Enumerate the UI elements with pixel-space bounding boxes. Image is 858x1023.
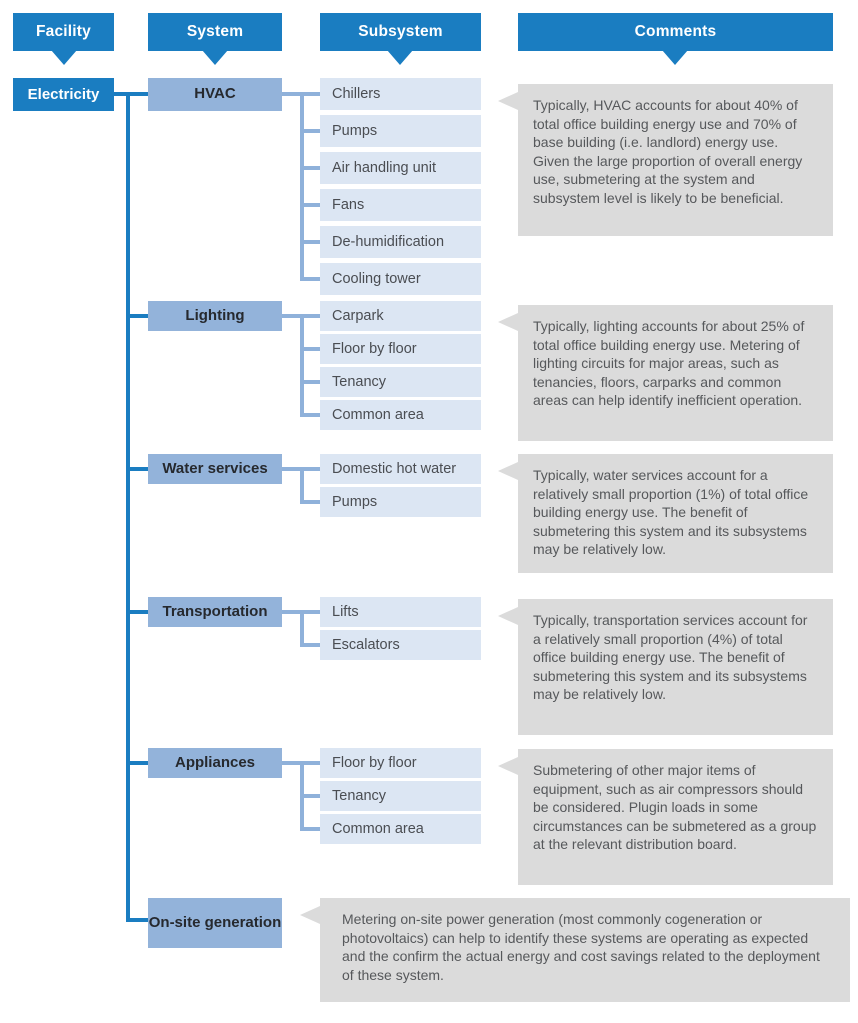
connector-branch-water-services	[126, 467, 148, 471]
subsystem-box-floor-by-floor: Floor by floor	[320, 334, 481, 364]
connector-sub-branch	[300, 794, 320, 798]
comment-tail-icon	[300, 906, 320, 924]
header-facility: Facility	[13, 13, 114, 51]
subsystem-box-chillers: Chillers	[320, 78, 481, 110]
connector-transportation-subsystem-spine	[300, 610, 304, 647]
comment-appliances: Submetering of other major items of equipment, such as air compressors should be considered. Plugin loads in some circumstances can be submetered as a group at the relevant distribution board.	[518, 749, 833, 885]
connector-sub-branch	[300, 413, 320, 417]
connector-branch-appliances	[126, 761, 148, 765]
connector-branch-onsite-generation	[126, 918, 148, 922]
facility-box-electricity: Electricity	[13, 78, 114, 111]
connector-sub-branch	[300, 203, 320, 207]
connector-branch-lighting	[126, 314, 148, 318]
subsystem-box-common-area: Common area	[320, 814, 481, 844]
system-box-water-services: Water services	[148, 454, 282, 484]
subsystem-box-floor-by-floor: Floor by floor	[320, 748, 481, 778]
subsystem-box-air-handling-unit: Air handling unit	[320, 152, 481, 184]
facility-down-arrow-icon	[51, 50, 77, 65]
subsystem-box-pumps: Pumps	[320, 115, 481, 147]
comment-tail-icon	[498, 607, 518, 625]
connector-sub-branch	[300, 827, 320, 831]
system-box-appliances: Appliances	[148, 748, 282, 778]
subsystem-box-pumps: Pumps	[320, 487, 481, 517]
connector-branch-transportation	[126, 610, 148, 614]
subsystem-box-tenancy: Tenancy	[320, 781, 481, 811]
subsystem-box-fans: Fans	[320, 189, 481, 221]
subsystem-box-dehumidification: De-humidification	[320, 226, 481, 258]
connector-sub-branch	[300, 347, 320, 351]
subsystem-box-domestic-hot-water: Domestic hot water	[320, 454, 481, 484]
subsystem-box-common-area: Common area	[320, 400, 481, 430]
comment-onsite-generation: Metering on-site power generation (most commonly cogeneration or photovoltaics) can help to identify these systems are operating as expected and the confirm the actual energy and cost savings related to the deployment of these system.	[320, 898, 850, 1002]
subsystem-box-lifts: Lifts	[320, 597, 481, 627]
connector-sub-branch	[300, 166, 320, 170]
connector-facility-to-hvac	[113, 92, 148, 96]
comment-water-services: Typically, water services account for a relatively small proportion (1%) of total office building energy use. The benefit of submetering this system and its subsystems may be relatively low.	[518, 454, 833, 573]
connector-sub-branch	[300, 277, 320, 281]
system-box-lighting: Lighting	[148, 301, 282, 331]
connector-sub-branch	[300, 500, 320, 504]
connector-lighting-subsystem-spine	[300, 314, 304, 417]
connector-sub-branch	[300, 129, 320, 133]
comment-transportation: Typically, transportation services account for a relatively small proportion (4%) of total office building energy use. The benefit of submetering this system and its subsystems may be relatively low.	[518, 599, 833, 735]
comment-tail-icon	[498, 313, 518, 331]
subsystem-box-cooling-tower: Cooling tower	[320, 263, 481, 295]
comment-hvac: Typically, HVAC accounts for about 40% of total office building energy use and 70% of base building (i.e. landlord) energy use. Given the large proportion of overall energy use, submetering at the system and subsystem level is likely to be beneficial.	[518, 84, 833, 236]
connector-sub-branch	[300, 643, 320, 647]
system-box-transportation: Transportation	[148, 597, 282, 627]
connector-sub-branch	[300, 240, 320, 244]
subsystem-box-escalators: Escalators	[320, 630, 481, 660]
connector-sub-branch	[300, 380, 320, 384]
connector-trunk	[126, 92, 130, 922]
header-comments: Comments	[518, 13, 833, 51]
connector-water-subsystem-spine	[300, 467, 304, 504]
comment-tail-icon	[498, 92, 518, 110]
system-down-arrow-icon	[202, 50, 228, 65]
subsystem-box-tenancy: Tenancy	[320, 367, 481, 397]
comment-tail-icon	[498, 757, 518, 775]
comments-down-arrow-icon	[662, 50, 688, 65]
subsystem-box-carpark: Carpark	[320, 301, 481, 331]
header-subsystem: Subsystem	[320, 13, 481, 51]
comment-lighting: Typically, lighting accounts for about 25% of total office building energy use. Metering of lighting circuits for major areas, such as tenancies, floors, carparks and common areas can help identify inefficient operation.	[518, 305, 833, 441]
connector-hvac-subsystem-spine	[300, 92, 304, 281]
header-system: System	[148, 13, 282, 51]
system-box-hvac: HVAC	[148, 78, 282, 111]
subsystem-down-arrow-icon	[387, 50, 413, 65]
system-box-onsite-generation: On-site generation	[148, 898, 282, 948]
comment-tail-icon	[498, 462, 518, 480]
